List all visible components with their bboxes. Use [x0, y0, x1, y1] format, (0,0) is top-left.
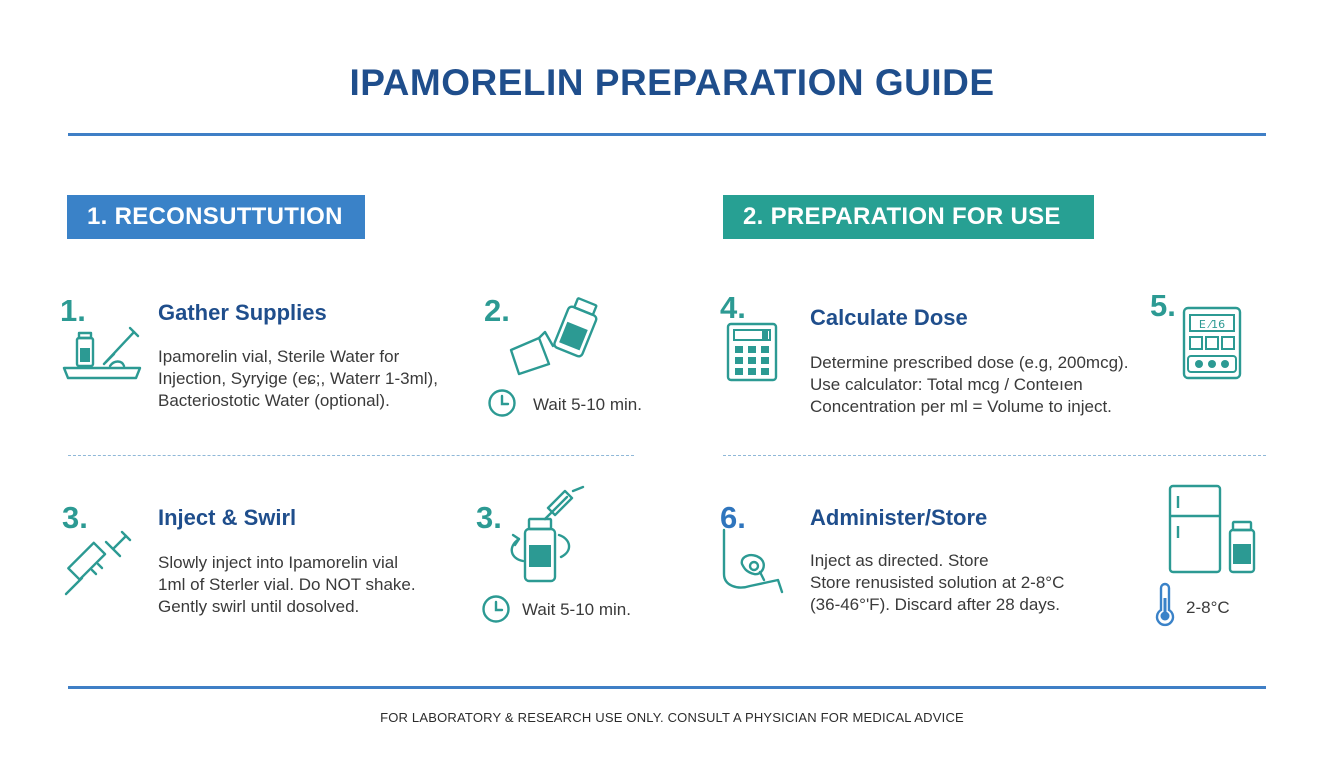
- disclaimer-footer: FOR LABORATORY & RESEARCH USE ONLY. CONSULT A PHYSICIAN FOR MEDICAL ADVICE: [380, 710, 964, 725]
- step-number-6: 6.: [720, 500, 746, 535]
- administer-store-title: Administer/Store: [810, 505, 988, 530]
- calculator-icon: [726, 322, 778, 382]
- step-number-3b: 3.: [476, 500, 502, 535]
- clock-icon: [487, 388, 517, 418]
- calculate-dose-title: Calculate Dose: [810, 305, 968, 330]
- row-divider-left: [68, 455, 634, 456]
- injection-site-icon: [720, 528, 784, 594]
- administer-store-text: Inject as directed. Store Store renusisted solution at 2-8°C (36-46°'F). Discard after 28 days.: [810, 551, 1065, 614]
- calc-display-text: E ⁄16: [1198, 318, 1226, 331]
- refrigerator-icon: [1168, 484, 1260, 574]
- step-number-3: 3.: [62, 500, 88, 535]
- page-title: IPAMORELIN PREPARATION GUIDE: [349, 62, 995, 103]
- step-number-4: 4.: [720, 290, 746, 325]
- calculate-dose-text: Determine prescribed dose (e.g, 200mcg). Use calculator: Total mcg / Conteıen Concentration per ml = Volume to inject.: [810, 353, 1129, 416]
- step-number-1: 1.: [60, 293, 86, 328]
- row-divider-right: [723, 455, 1266, 456]
- section-reconstitution-banner: 1. RECONSUTTUTION: [67, 195, 365, 239]
- footer-divider: [68, 686, 1266, 689]
- calculator-display-icon: [1182, 306, 1242, 380]
- vial-syringe-swirl-icon: [505, 485, 590, 585]
- storage-temperature-label: 2-8°C: [1186, 598, 1230, 617]
- inject-swirl-title: Inject & Swirl: [158, 505, 297, 530]
- gather-supplies-text: Ipamorelin vial, Sterile Water for Injection, Syryige (eɕ;, Waterr 1-3ml), Bacteriostotic Water (optional).: [158, 347, 438, 410]
- step-number-2: 2.: [484, 293, 510, 328]
- header-divider: [68, 133, 1266, 136]
- step-number-5: 5.: [1150, 288, 1176, 323]
- section-preparation-banner: 2. PREPARATION FOR USE: [723, 195, 1094, 239]
- supplies-tray-icon: [60, 322, 145, 384]
- vial-pour-icon: [505, 296, 605, 376]
- wait-time-label: Wait 5-10 min.: [522, 600, 631, 619]
- wait-time-label: Wait 5-10 min.: [533, 395, 642, 414]
- inject-swirl-text: Slowly inject into Ipamorelin vial 1ml of Sterler vial. Do NOT shake. Gently swirl until dosolved.: [158, 553, 416, 616]
- syringe-icon: [62, 528, 134, 600]
- thermometer-icon: [1154, 584, 1176, 626]
- gather-supplies-title: Gather Supplies: [158, 300, 327, 325]
- clock-icon: [481, 594, 511, 624]
